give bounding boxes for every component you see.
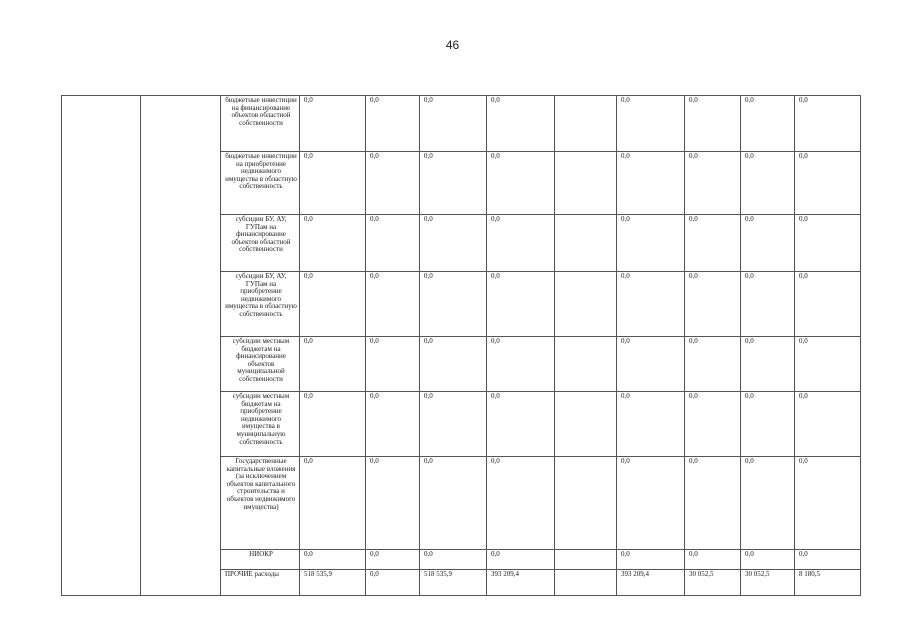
value-cell: 0,0 [741,457,795,550]
value-cell: 0,0 [795,215,861,272]
value-cell: 0,0 [685,96,741,152]
value-cell: 0,0 [795,550,861,570]
value-cell [555,96,617,152]
value-cell [555,392,617,457]
table-row [62,96,861,152]
value-cell: 0,0 [300,337,366,392]
value-cell: 0,0 [300,392,366,457]
value-cell: 0,0 [300,272,366,337]
value-cell: 0,0 [487,215,555,272]
value-cell: 0,0 [685,152,741,215]
row-label: субсидии БУ, АУ, ГУПам на приобретение недвижимого имущества в областную собственность [221,272,300,337]
value-cell [555,215,617,272]
value-cell: 0,0 [685,550,741,570]
value-cell: 0,0 [685,392,741,457]
value-cell: 0,0 [366,550,420,570]
value-cell: 0,0 [366,215,420,272]
value-cell: 0,0 [617,550,685,570]
value-cell: 0,0 [300,96,366,152]
value-cell [555,272,617,337]
value-cell: 0,0 [685,272,741,337]
value-cell: 0,0 [795,457,861,550]
value-cell: 0,0 [300,215,366,272]
value-cell: 0,0 [366,570,420,596]
value-cell [555,570,617,596]
value-cell: 0,0 [487,457,555,550]
row-label: ПРОЧИЕ расходы [221,570,300,596]
value-cell: 0,0 [300,152,366,215]
value-cell: 393 209,4 [487,570,555,596]
value-cell: 0,0 [685,337,741,392]
value-cell: 0,0 [795,337,861,392]
merged-cell-col1 [62,96,141,596]
value-cell: 0,0 [795,392,861,457]
value-cell: 0,0 [617,152,685,215]
value-cell: 0,0 [617,215,685,272]
merged-cell-col2 [141,96,221,596]
value-cell: 0,0 [741,337,795,392]
value-cell: 0,0 [795,152,861,215]
value-cell: 0,0 [795,272,861,337]
value-cell: 0,0 [741,96,795,152]
value-cell: 0,0 [795,96,861,152]
row-label: НИОКР [221,550,300,570]
value-cell: 0,0 [366,272,420,337]
value-cell: 0,0 [487,337,555,392]
value-cell [555,152,617,215]
value-cell: 0,0 [366,337,420,392]
value-cell [555,457,617,550]
row-label: бюджетные инвестиции на приобретение недвижимого имущества в областную собственность [221,152,300,215]
value-cell: 0,0 [420,96,487,152]
value-cell: 0,0 [685,457,741,550]
value-cell: 393 209,4 [617,570,685,596]
row-label: Государственные капитальные вложения (за исключением объектов капитального строительства и объектов недвижимого имущества) [221,457,300,550]
row-label: субсидии местным бюджетам на приобретение недвижимого имущества в муниципальную собственность [221,392,300,457]
value-cell: 0,0 [366,457,420,550]
value-cell: 0,0 [487,392,555,457]
value-cell: 0,0 [487,96,555,152]
value-cell: 0,0 [741,392,795,457]
value-cell: 0,0 [741,215,795,272]
value-cell: 0,0 [617,392,685,457]
value-cell: 0,0 [617,457,685,550]
value-cell: 0,0 [420,272,487,337]
value-cell: 0,0 [420,215,487,272]
row-label: субсидии местным бюджетам на финансирование объектов муниципальной собственности [221,337,300,392]
value-cell: 0,0 [487,272,555,337]
value-cell: 0,0 [420,457,487,550]
value-cell: 0,0 [420,337,487,392]
value-cell: 0,0 [617,96,685,152]
value-cell: 30 052,5 [685,570,741,596]
value-cell: 30 052,5 [741,570,795,596]
value-cell: 0,0 [420,152,487,215]
value-cell: 0,0 [366,96,420,152]
budget-table [61,95,861,596]
value-cell: 0,0 [617,272,685,337]
value-cell [555,337,617,392]
value-cell: 0,0 [685,215,741,272]
value-cell: 0,0 [300,550,366,570]
page-number: 46 [445,38,460,52]
value-cell: 0,0 [366,392,420,457]
value-cell: 0,0 [741,550,795,570]
value-cell: 0,0 [420,392,487,457]
value-cell: 0,0 [741,272,795,337]
value-cell: 0,0 [487,550,555,570]
value-cell: 518 535,9 [300,570,366,596]
value-cell: 0,0 [487,152,555,215]
value-cell: 0,0 [741,152,795,215]
value-cell: 0,0 [420,550,487,570]
value-cell: 8 180,5 [795,570,861,596]
value-cell [555,550,617,570]
row-label: субсидии БУ, АУ, ГУПам на финансирование объектов областной собственности [221,215,300,272]
value-cell: 518 535,9 [420,570,487,596]
value-cell: 0,0 [366,152,420,215]
row-label: бюджетные инвестиции на финансирование объектов областной собственности [221,96,300,152]
value-cell: 0,0 [617,337,685,392]
value-cell: 0,0 [300,457,366,550]
